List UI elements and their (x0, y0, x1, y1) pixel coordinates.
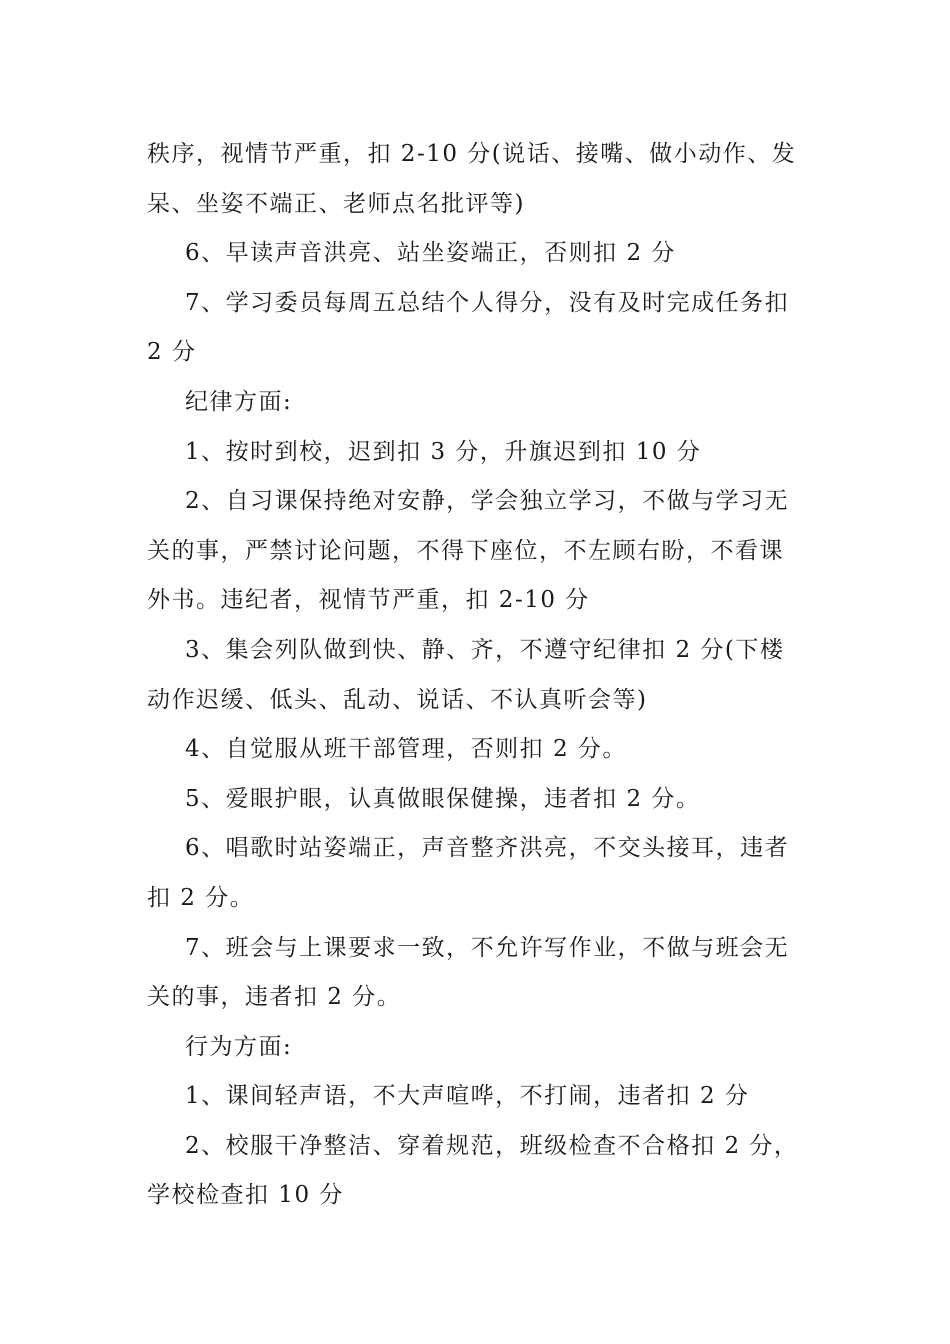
paragraph-discipline-2: 2、自习课保持绝对安静，学会独立学习，不做与学习无关的事，严禁讨论问题，不得下座位，不左顾右盼，不看课外书。违纪者，视情节严重，扣 2-10 分 (147, 488, 790, 614)
paragraph-discipline-6: 6、唱歌时站姿端正，声音整齐洪亮，不交头接耳，违者扣 2 分。 (147, 835, 790, 911)
paragraph-discipline-5: 5、爱眼护眼，认真做眼保健操，违者扣 2 分。 (185, 785, 701, 812)
paragraph-discipline-7: 7、班会与上课要求一致，不允许写作业，不做与班会无关的事，违者扣 2 分。 (147, 934, 790, 1011)
paragraph-discipline-4: 4、自觉服从班干部管理，否则扣 2 分。 (185, 736, 627, 763)
paragraph-rule-6-morning-reading: 6、早读声音洪亮、站坐姿端正，否则扣 2 分 (185, 240, 676, 267)
paragraph-behavior-2: 2、校服干净整洁、穿着规范，班级检查不合格扣 2 分，学校检查扣 10 分 (147, 1132, 799, 1209)
paragraph-discipline-3: 3、集会列队做到快、静、齐，不遵守纪律扣 2 分(下楼动作迟缓、低头、乱动、说话、不认真听会等) (147, 636, 785, 713)
paragraph-continuation: 秩序，视情节严重，扣 2-10 分(说话、接嘴、做小动作、发呆、坐姿不端正、老师点名批评等) (147, 141, 797, 217)
paragraph-behavior-1: 1、课间轻声语，不大声喧哗，不打闹，违者扣 2 分 (185, 1083, 750, 1110)
body-text (147, 130, 807, 1221)
paragraph-discipline-1: 1、按时到校，迟到扣 3 分，升旗迟到扣 10 分 (185, 438, 702, 465)
section-heading-discipline: 纪律方面: (185, 388, 293, 415)
section-heading-behavior: 行为方面: (185, 1033, 293, 1060)
paragraph-rule-7-study-committee: 7、学习委员每周五总结个人得分，没有及时完成任务扣 2 分 (147, 289, 798, 366)
